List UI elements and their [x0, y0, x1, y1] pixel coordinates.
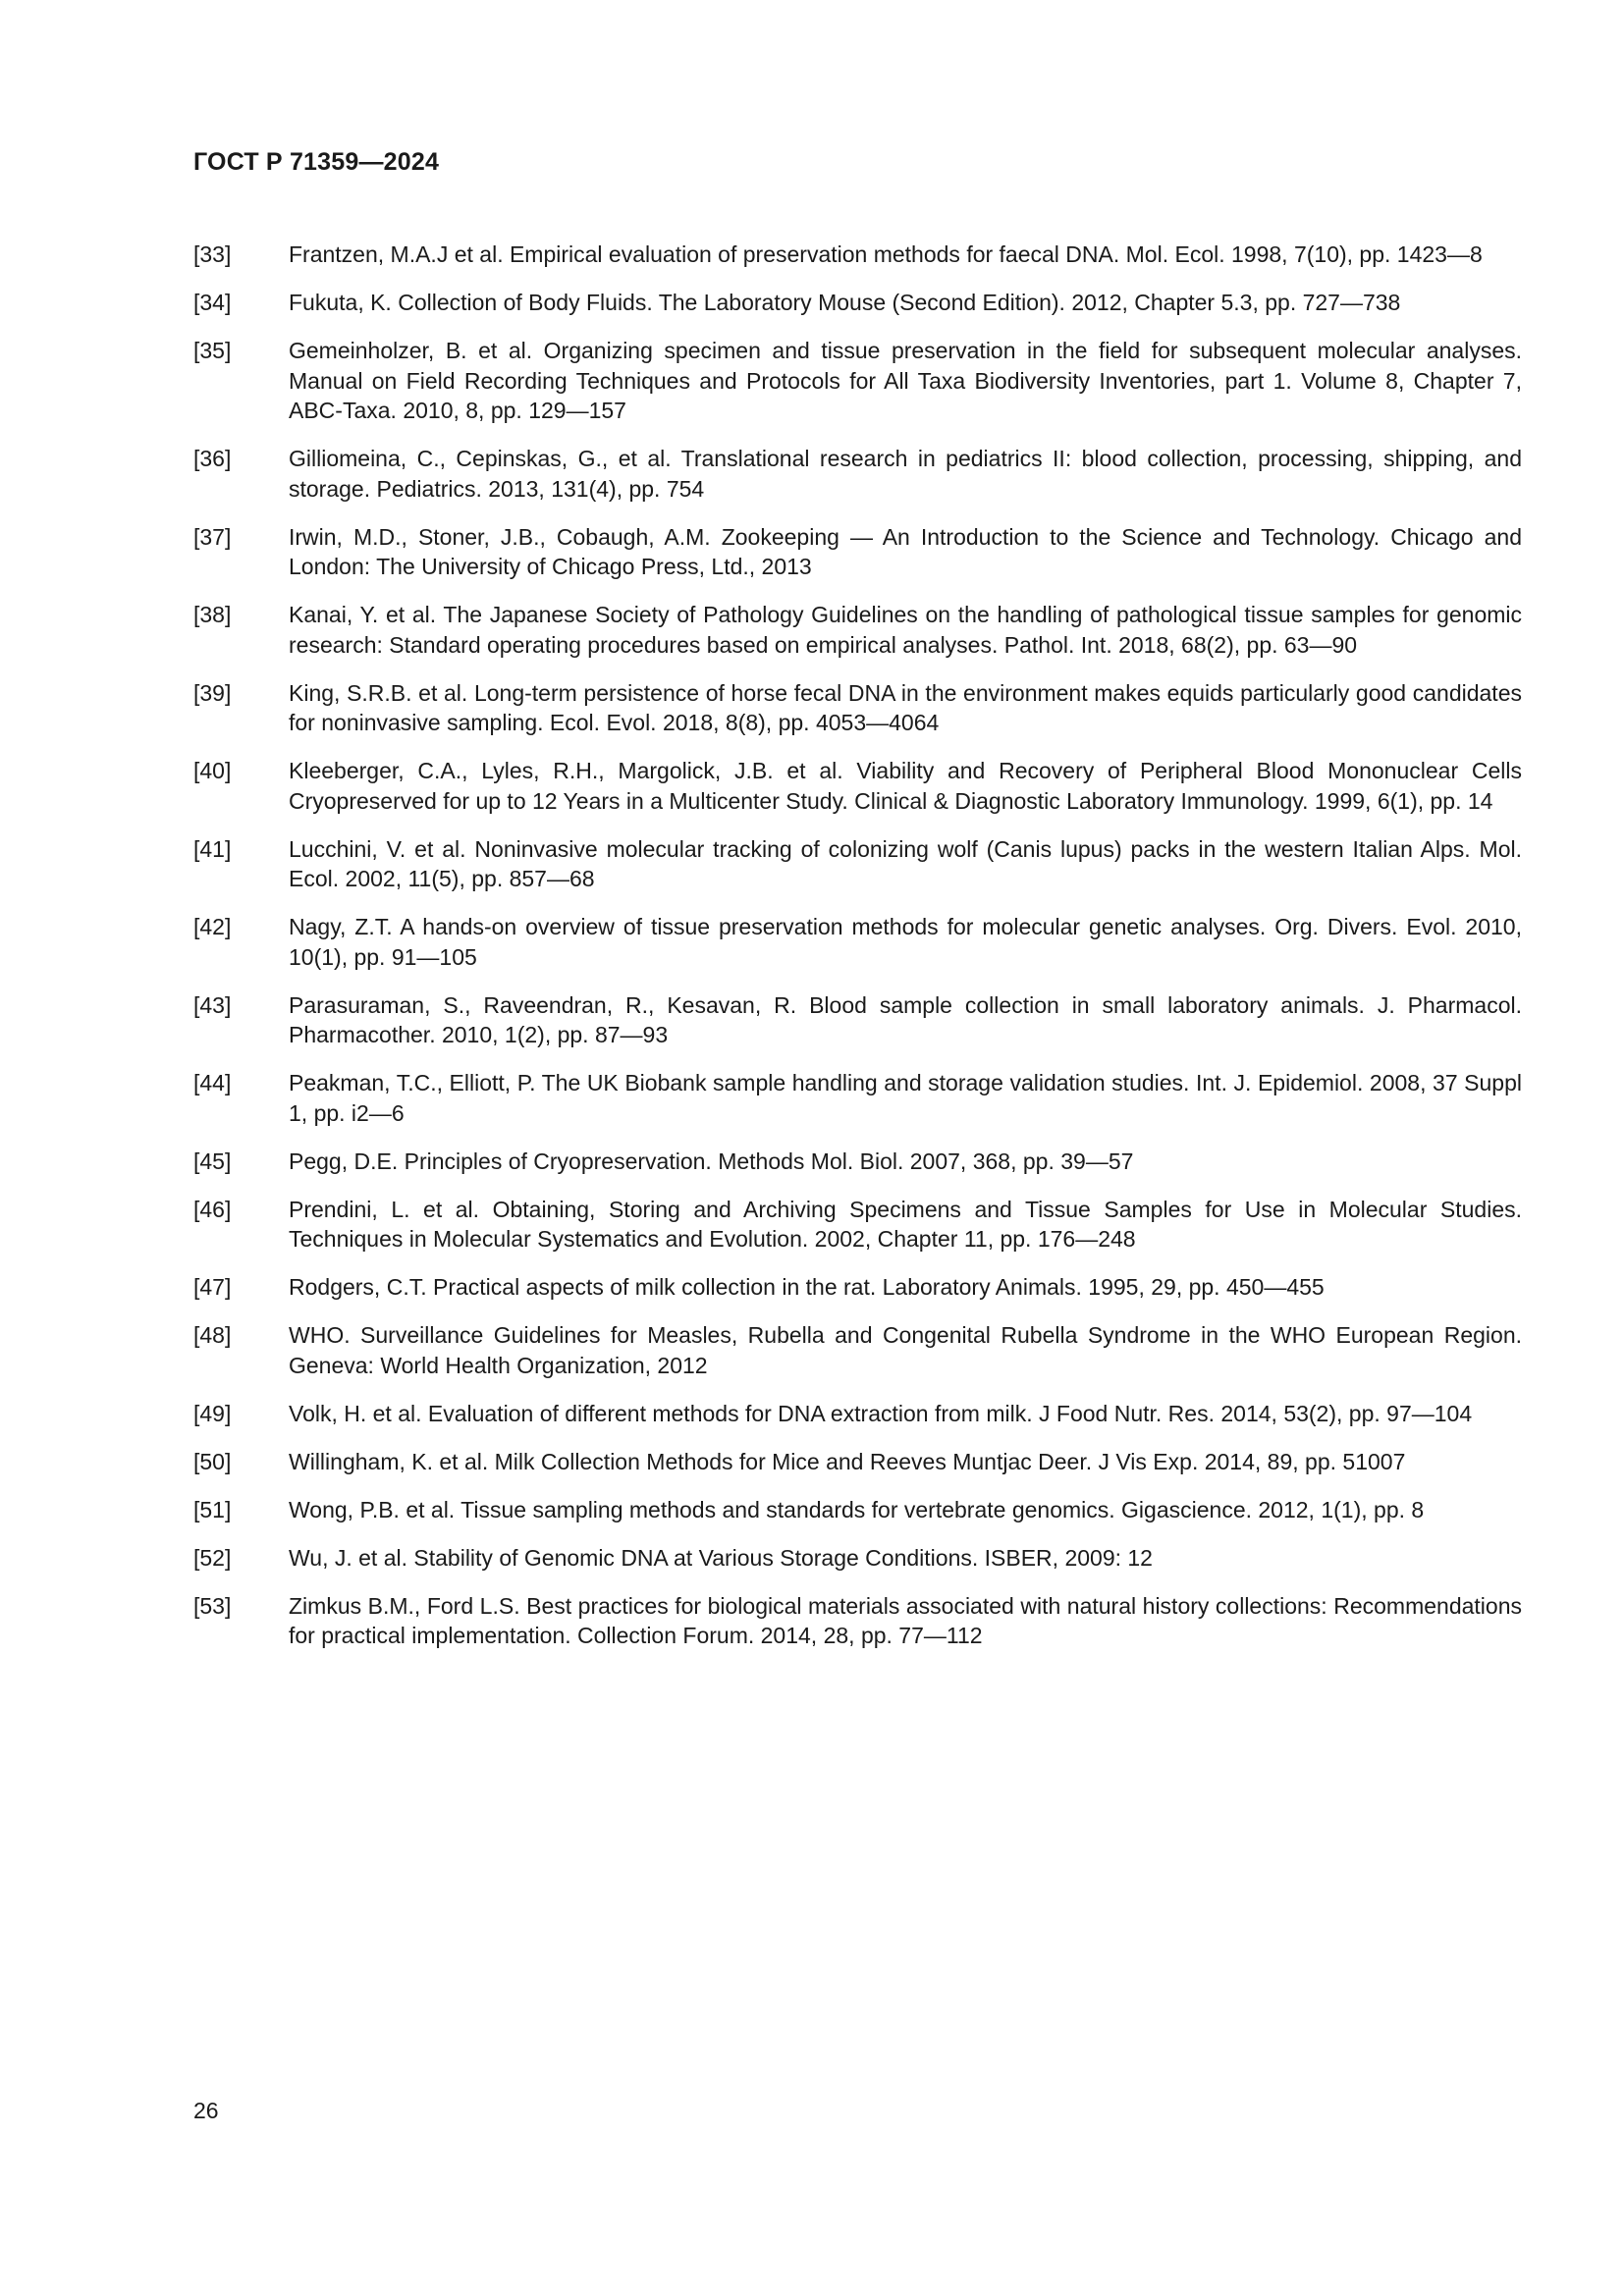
reference-text: Lucchini, V. et al. Noninvasive molecular tracking of colonizing wolf (Canis lupus) packs in the western Italian Alps. Mol. Ecol. 2002, 11(5), pp. 857—68 [289, 835, 1522, 891]
reference-number: [33] [193, 241, 232, 267]
reference-text: WHO. Surveillance Guidelines for Measles, Rubella and Congenital Rubella Syndrome in the WHO European Region. Geneva: World Health Organization, 2012 [289, 1322, 1522, 1378]
reference-number: [40] [193, 758, 232, 783]
document-header-title: ГОСТ Р 71359—2024 [193, 148, 440, 176]
reference-number: [49] [193, 1400, 232, 1426]
page-number: 26 [193, 2098, 219, 2123]
reference-item [193, 1147, 1522, 1177]
reference-item [193, 1195, 1522, 1255]
reference-text: Kleeberger, C.A., Lyles, R.H., Margolick, J.B. et al. Viability and Recovery of Peripheral Blood Mononuclear Cells Cryopreserved for up to 12 Years in a Multicenter Study. Clinical & Diagnostic Laboratory Immunology. 1999, 6(1), pp. 14 [289, 758, 1522, 814]
reference-number: [45] [193, 1148, 232, 1174]
reference-number: [46] [193, 1196, 232, 1222]
reference-item [193, 600, 1522, 660]
reference-item [193, 1543, 1522, 1574]
reference-text: Nagy, Z.T. A hands-on overview of tissue preservation methods for molecular genetic analyses. Org. Divers. Evol. 2010, 10(1), pp. 91—105 [289, 914, 1522, 970]
reference-text: King, S.R.B. et al. Long-term persistence of horse fecal DNA in the environment makes equids particularly good candidates for noninvasive sampling. Ecol. Evol. 2018, 8(8), pp. 4053—4064 [289, 679, 1522, 735]
reference-text: Frantzen, M.A.J et al. Empirical evaluation of preservation methods for faecal DNA. Mol. Ecol. 1998, 7(10), pp. 1423—8 [289, 241, 1483, 267]
reference-item [193, 1320, 1522, 1380]
reference-text: Volk, H. et al. Evaluation of different methods for DNA extraction from milk. J Food Nutr. Res. 2014, 53(2), pp. 97—104 [289, 1400, 1473, 1426]
reference-number: [42] [193, 914, 232, 939]
reference-text: Prendini, L. et al. Obtaining, Storing and Archiving Specimens and Tissue Samples for Use in Molecular Studies. Techniques in Molecular Systematics and Evolution. 2002, Chapter 11, pp. 176—248 [289, 1196, 1522, 1252]
reference-number: [37] [193, 523, 232, 550]
reference-text: Peakman, T.C., Elliott, P. The UK Biobank sample handling and storage validation studies. Int. J. Epidemiol. 2008, 37 Suppl 1, pp. i2—6 [289, 1070, 1522, 1126]
reference-item [193, 240, 1522, 270]
bibliography-list [193, 240, 1522, 1669]
reference-text: Kanai, Y. et al. The Japanese Society of Pathology Guidelines on the handling of pathological tissue samples for genomic research: Standard operating procedures based on empirical analyses. Pathol. Int. 2018, 68(2), pp. 63—90 [289, 602, 1522, 658]
reference-item [193, 834, 1522, 894]
reference-number: [52] [193, 1544, 232, 1571]
reference-item [193, 444, 1522, 504]
reference-number: [53] [193, 1592, 232, 1619]
reference-text: Zimkus B.M., Ford L.S. Best practices for biological materials associated with natural history collections: Recommendations for practical implementation. Collection Forum. 2014, 28, pp. 77—112 [289, 1592, 1522, 1648]
reference-number: [39] [193, 679, 232, 706]
reference-text: Parasuraman, S., Raveendran, R., Kesavan, R. Blood sample collection in small laboratory animals. J. Pharmacol. Pharmacother. 2010, 1(2), pp. 87—93 [289, 991, 1522, 1047]
reference-text: Fukuta, K. Collection of Body Fluids. The Laboratory Mouse (Second Edition). 2012, Chapter 5.3, pp. 727—738 [289, 290, 1401, 315]
reference-item [193, 1447, 1522, 1477]
reference-item [193, 288, 1522, 318]
reference-number: [47] [193, 1274, 232, 1300]
reference-number: [50] [193, 1448, 232, 1474]
reference-item [193, 912, 1522, 972]
reference-text: Rodgers, C.T. Practical aspects of milk collection in the rat. Laboratory Animals. 1995, 29, pp. 450—455 [289, 1274, 1325, 1300]
reference-number: [44] [193, 1070, 232, 1095]
reference-text: Gemeinholzer, B. et al. Organizing specimen and tissue preservation in the field for subsequent molecular analyses. Manual on Field Recording Techniques and Protocols for All Taxa Biodiversity Inventories, part 1. Volume 8, Chapter 7, ABC-Taxa. 2010, 8, pp. 129—157 [289, 338, 1522, 423]
reference-number: [51] [193, 1496, 232, 1522]
reference-number: [38] [193, 602, 232, 627]
reference-text: Wong, P.B. et al. Tissue sampling methods and standards for vertebrate genomics. Gigascience. 2012, 1(1), pp. 8 [289, 1496, 1425, 1522]
reference-number: [34] [193, 290, 232, 315]
reference-text: Willingham, K. et al. Milk Collection Methods for Mice and Reeves Muntjac Deer. J Vis Exp. 2014, 89, pp. 51007 [289, 1448, 1406, 1474]
reference-item [193, 756, 1522, 816]
reference-item [193, 1068, 1522, 1128]
reference-item [193, 990, 1522, 1050]
reference-item [193, 336, 1522, 426]
reference-number: [36] [193, 446, 232, 471]
reference-item [193, 1399, 1522, 1429]
reference-item [193, 1495, 1522, 1525]
reference-item [193, 678, 1522, 738]
reference-number: [48] [193, 1322, 232, 1348]
reference-item [193, 1272, 1522, 1303]
reference-item [193, 1591, 1522, 1651]
reference-text: Pegg, D.E. Principles of Cryopreservation. Methods Mol. Biol. 2007, 368, pp. 39—57 [289, 1148, 1134, 1174]
reference-number: [35] [193, 338, 232, 363]
reference-text: Gilliomeina, C., Cepinskas, G., et al. Translational research in pediatrics II: blood collection, processing, shipping, and storage. Pediatrics. 2013, 131(4), pp. 754 [289, 446, 1522, 502]
reference-item [193, 522, 1522, 582]
reference-text: Irwin, M.D., Stoner, J.B., Cobaugh, A.M. Zookeeping — An Introduction to the Science and Technology. Chicago and London: The University of Chicago Press, Ltd., 2013 [289, 523, 1522, 579]
reference-number: [43] [193, 991, 232, 1018]
reference-text: Wu, J. et al. Stability of Genomic DNA at Various Storage Conditions. ISBER, 2009: 12 [289, 1544, 1153, 1571]
reference-number: [41] [193, 835, 232, 862]
